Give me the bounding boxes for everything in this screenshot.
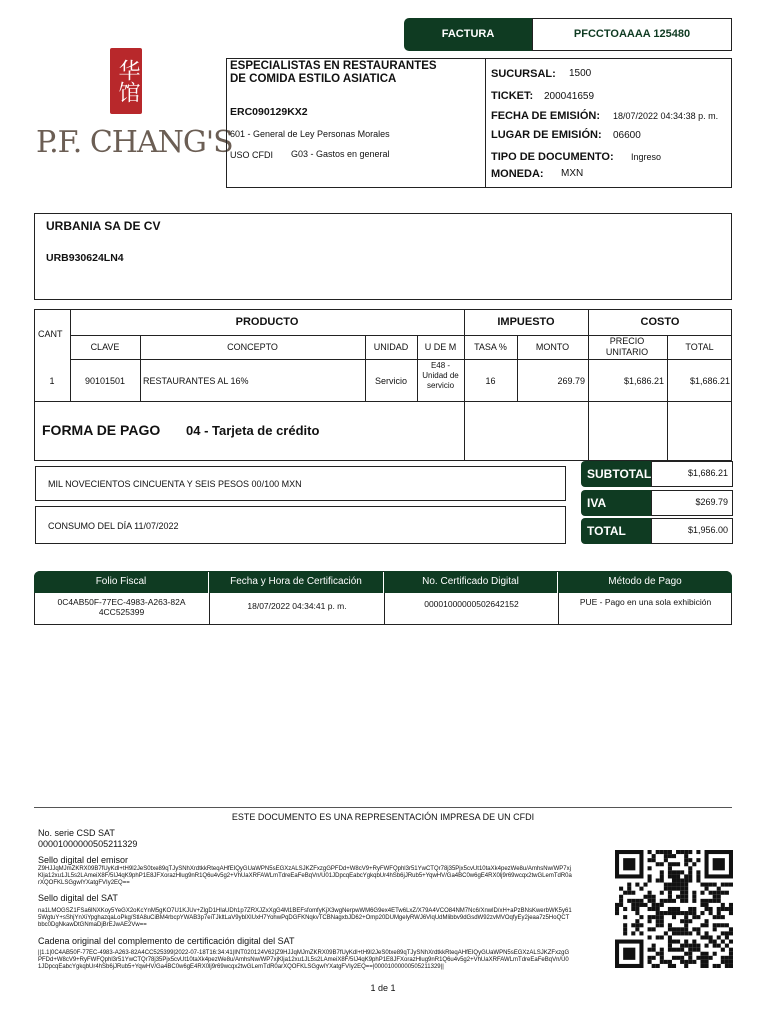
iva-value: $269.79	[651, 490, 733, 516]
ticket-value: 200041659	[544, 91, 595, 102]
col-producto: PRODUCTO	[235, 316, 299, 328]
uso-cfdi-value: G03 - Gastos en general	[291, 149, 390, 159]
col-monto: MONTO	[535, 342, 570, 352]
factura-label: FACTURA	[441, 28, 495, 40]
serie-csd-value: 00001000000505211329	[38, 839, 138, 849]
iva-label: IVA	[581, 490, 651, 516]
folio-fiscal-text: 0C4AB50F-77EC-4983-A263-82A4CC525399	[57, 597, 186, 617]
cadena-original-label: Cadena original del complemento de certificación digital del SAT	[38, 936, 295, 946]
col-clave: CLAVE	[90, 342, 120, 352]
lugar-emision-value: 06600	[613, 130, 641, 141]
receiver-rfc: URB930624LN4	[46, 252, 124, 264]
qr-code	[615, 850, 733, 968]
cadena-original-value: ||1.1|0C4AB50F-77EC-4983-A263-82A4CC525399|2022-07-18T16:34:41|INT020124V62|Z9HJJqMJmZKRX09B7fUyKdl+tH9l2JeS0txe89qTJySNhXrdtkkRteqAHfEIQyGUaWPN5sEGXzALSJKZFxzgGPFDd+W8cV9+RyFWFQphl3r51YwCTQr78j35Pjx5cvUt10taXk4pezWe8u/AmhsNw/WP7xjKlja12xu1JL5s2LAmeiX8F/5IJ4qK9phP1E8JFXorazHlug9nR1Q6u4v5g2+VhUaXRFAWLmTdreEaFeBqVn/U01JDpcqEabcYgkqbUr4hSb6jJRub5+YqwHV/Ga4BC0w6gE4RX0lj9r69wcqx2twGLemTdR0arXQOFKLSGgwlYXatgFVIy2EQ==|00001000000505211329||	[38, 950, 570, 970]
cell-monto: 269.79	[557, 376, 585, 386]
total-label: TOTAL	[581, 518, 651, 544]
factura-tab	[404, 18, 532, 51]
amount-words: MIL NOVECIENTOS CINCUENTA Y SEIS PESOS 00/100 MXN	[48, 479, 302, 489]
fecha-cert-text: 18/07/2022 04:34:41 p. m.	[247, 601, 347, 611]
folio-fiscal-value	[34, 593, 209, 624]
fecha-cert-header: Fecha y Hora de Certificación	[209, 571, 383, 593]
consumo-box	[35, 506, 566, 544]
col-tasa: TASA %	[474, 342, 507, 352]
cert-digital-header: No. Certificado Digital	[384, 571, 557, 593]
brand-logo	[36, 40, 233, 170]
cell-total: $1,686.21	[689, 376, 730, 386]
subtotal-value: $1,686.21	[651, 461, 733, 487]
sucursal-label: SUCURSAL:	[491, 68, 556, 80]
cell-tasa: 16	[485, 376, 496, 386]
issuer-regimen: 601 - General de Ley Personas Morales	[230, 129, 390, 139]
lugar-emision-label: LUGAR DE EMISIÓN:	[491, 129, 602, 141]
cert-digital-value	[384, 593, 558, 624]
col-cant: CANT	[38, 329, 63, 339]
sello-emisor-value: Z9HJJqMJmZKRX09B7fUyKdl+tH9l2JeS0txe89qTJySNhXrdtkkRteqAHfEIQyGUaWPN5sEGXzALSJKZFxzgGPFDd+W8cV9+RyFWFQphl3r51YwCTQr78j35Pjx5cvUt10taXk4pezWe8u/AmhsNw/WP7xjKlja12xu1JL5s2LAmeiX8F/5IJ4qK9phP1E8JFXorazHlug9nR1Q6u4v5g2+VhUaXRFAWLmTdreEaFeBqVn/U01JDpcqEabcYgkqbUr4hSb6jJRub5+YqwHV/Ga4BC0w6gE4RX0lj9r69wcqx2twGLemTdR0arXQOFKLSGgwlYXatgFVIy2EQ==	[38, 866, 572, 886]
col-concepto: CONCEPTO	[227, 342, 278, 352]
cell-concepto: RESTAURANTES AL 16%	[143, 376, 249, 386]
moneda-value: MXN	[561, 168, 584, 179]
folio-box	[532, 18, 732, 51]
folio-value: PFCCTOAAAA 125480	[573, 28, 691, 40]
amount-words-box	[35, 466, 566, 501]
metodo-pago-value	[558, 593, 732, 624]
ticket-label: TICKET:	[491, 90, 534, 102]
fecha-emision-label: FECHA DE EMISIÓN:	[491, 110, 600, 122]
col-unidad: UNIDAD	[373, 342, 409, 352]
fecha-cert-value	[209, 593, 384, 624]
cell-cant: 1	[49, 376, 55, 386]
logo-wordmark: P.F. CHANG'S	[36, 125, 233, 160]
cell-unidad: Servicio	[374, 376, 407, 386]
logo-seal: 华馆	[110, 48, 142, 114]
receiver-name: URBANIA SA DE CV	[46, 219, 161, 233]
metodo-pago-text: PUE - Pago en una sola exhibición	[579, 597, 712, 607]
sucursal-value: 1500	[569, 68, 592, 79]
sello-sat-value: na1LMOGSZ1FSa6lNXKoy5YeGX2oKcYnM5gKO7U1KJUv+ZlgD1HlaUDh1p7ZRXJZxXgG4M1BEFsfomfyKjX3wgNerpwWM6G9ex4ETw6LxZ/X79A4VCO84NM7Nc6/XnwlD/xH+aPzBNsKwerbWK5y615WgtuY+sShjYnXiYpghazqaLoPkg/StlA8uCiBM4rbcpYWAB3p7eiTJkltLaV9yblXlUxH7YohwPqDGFKNqkvTCBNagxbJD62+Omp20DUMgelyRWJ6VlqUdMlibbv9dGsdW92zvMVOqfyEy2jeaa7z5HoQCTbbc0DgNkawDtGNmaDjBrEJwAE2Vw==	[38, 908, 572, 928]
fecha-emision-value: 18/07/2022 04:34:38 p. m.	[613, 111, 719, 121]
sello-sat-label: Sello digital del SAT	[38, 893, 118, 903]
total-value: $1,956.00	[651, 518, 733, 544]
cell-precio: $1,686.21	[623, 376, 664, 386]
sello-emisor-label: Sello digital del emisor	[38, 855, 129, 865]
folio-fiscal-header: Folio Fiscal	[34, 571, 208, 593]
forma-pago-label: FORMA DE PAGO	[42, 422, 161, 438]
col-udem: U DE M	[424, 342, 457, 352]
cert-digital-text: 00001000000502642152	[424, 599, 519, 609]
cell-clave: 90101501	[84, 376, 126, 386]
issuer-name	[230, 60, 437, 86]
subtotal-label: SUBTOTAL	[581, 461, 651, 487]
uso-cfdi-label: USO CFDI	[230, 150, 274, 160]
cell-udem: E48 - Unidad de servicio	[422, 361, 459, 390]
issuer-rfc: ERC090129KX2	[230, 106, 308, 118]
moneda-label: MONEDA:	[491, 168, 544, 180]
col-precio-unitario: PRECIO UNITARIO	[605, 336, 649, 357]
col-impuesto: IMPUESTO	[497, 316, 555, 328]
representation-note: ESTE DOCUMENTO ES UNA REPRESENTACIÓN IMPRESA DE UN CFDI	[231, 812, 535, 822]
page-number: 1 de 1	[370, 983, 396, 993]
consumo-text: CONSUMO DEL DÍA 11/07/2022	[48, 521, 179, 531]
col-costo: COSTO	[640, 316, 680, 328]
serie-csd-label: No. serie CSD SAT	[38, 828, 115, 838]
col-total: TOTAL	[685, 342, 714, 352]
tipo-documento-value: Ingreso	[631, 152, 662, 162]
metodo-pago-header: Método de Pago	[558, 571, 732, 593]
forma-pago-value: 04 - Tarjeta de crédito	[186, 423, 320, 438]
issuer-name-line2: DE COMIDA ESTILO ASIATICA	[230, 73, 397, 85]
issuer-name-line1: ESPECIALISTAS EN RESTAURANTES	[230, 60, 437, 72]
tipo-documento-label: TIPO DE DOCUMENTO:	[491, 151, 614, 163]
